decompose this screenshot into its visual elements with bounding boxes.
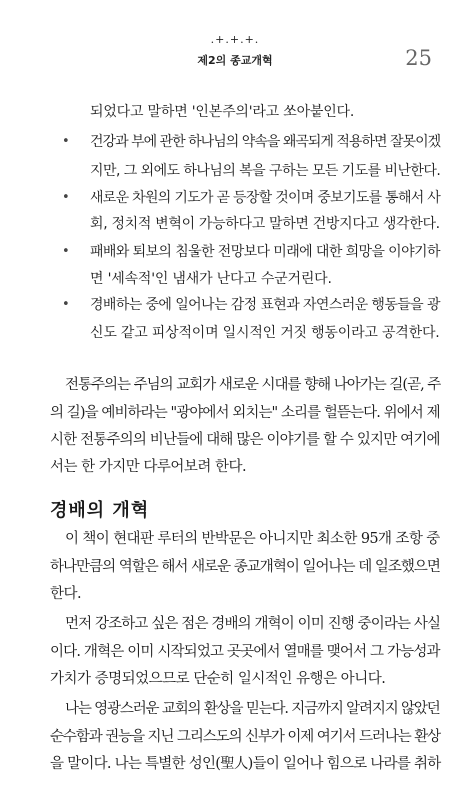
page-number: 25	[405, 46, 432, 70]
header-ornament: .+.+.+.	[210, 33, 260, 46]
paragraph-line: 이다. 개혁은 이미 시작되었고 곳곳에서 열매를 맺어서 그 가능성과	[50, 644, 440, 660]
paragraph-line: 이 책이 현대판 루터의 반박문은 아니지만 최소한 95개 조항 중	[65, 531, 440, 547]
bullet-dot-icon: •	[62, 134, 70, 149]
bullet-lead-line: 되었다고 말하면 '인본주의'라고 쏘아붙인다.	[90, 104, 355, 120]
bullet-item-line: 경배하는 중에 일어나는 감정 표현과 자연스러운 행동들을 광	[90, 297, 440, 313]
bullet-item-line: 새로운 차원의 기도가 곧 등장할 것이며 중보기도를 통해서 사	[90, 190, 441, 206]
bullet-item-line: 건강과 부에 관한 하나님의 약속을 왜곡되게 적용하면 잘못이겠	[90, 134, 441, 150]
paragraph-line: 시한 전통주의의 비난들에 대해 많은 이야기를 할 수 있지만 여기에	[50, 432, 440, 448]
bullet-item-line: 회, 정치적 변혁이 가능하다고 말하면 건방지다고 생각한다.	[90, 216, 440, 232]
running-chapter-title: 제2의 종교개혁	[197, 54, 273, 67]
paragraph-line: 나는 영광스러운 교회의 환상을 믿는다. 지금까지 알려지지 않았던	[65, 701, 440, 717]
bullet-item-line: 패배와 퇴보의 침울한 전망보다 미래에 대한 희망을 이야기하	[90, 244, 440, 260]
bullet-dot-icon: •	[62, 244, 70, 259]
paragraph-line: 먼저 강조하고 싶은 점은 경배의 개혁이 이미 진행 중이라는 사실	[65, 616, 441, 632]
paragraph-line: 을 말이다. 나는 특별한 성인(聖人)들이 일어나 힘으로 나라를 취하	[50, 756, 441, 772]
paragraph-line: 순수함과 권능을 지닌 그리스도의 신부가 이제 여기서 드러나는 환상	[50, 729, 441, 745]
paragraph-line: 의 길)을 예비하라는 "광야에서 외치는" 소리를 헐뜯는다. 위에서 제	[50, 405, 440, 421]
bullet-item-line: 지만, 그 외에도 하나님의 복을 구하는 모든 기도를 비난한다.	[90, 163, 441, 179]
paragraph-line: 서는 한 가지만 다루어보려 한다.	[50, 459, 247, 475]
bullet-item-line: 신도 같고 피상적이며 일시적인 거짓 행동이라고 공격한다.	[90, 325, 440, 341]
paragraph-line: 가치가 증명되었으므로 단순히 일시적인 유행은 아니다.	[50, 671, 386, 687]
section-heading: 경배의 개혁	[50, 500, 150, 521]
paragraph-line: 한다.	[50, 586, 82, 602]
paragraph-line: 하나만큼의 역할은 해서 새로운 종교개혁이 일어나는 데 일조했으면	[50, 559, 440, 575]
paragraph-line: 전통주의는 주님의 교회가 새로운 시대를 향해 나아가는 길(곧, 주	[65, 377, 441, 393]
bullet-item-line: 면 '세속적'인 냄새가 난다고 수군거린다.	[90, 271, 332, 287]
bullet-dot-icon: •	[62, 297, 70, 312]
bullet-dot-icon: •	[62, 190, 70, 205]
